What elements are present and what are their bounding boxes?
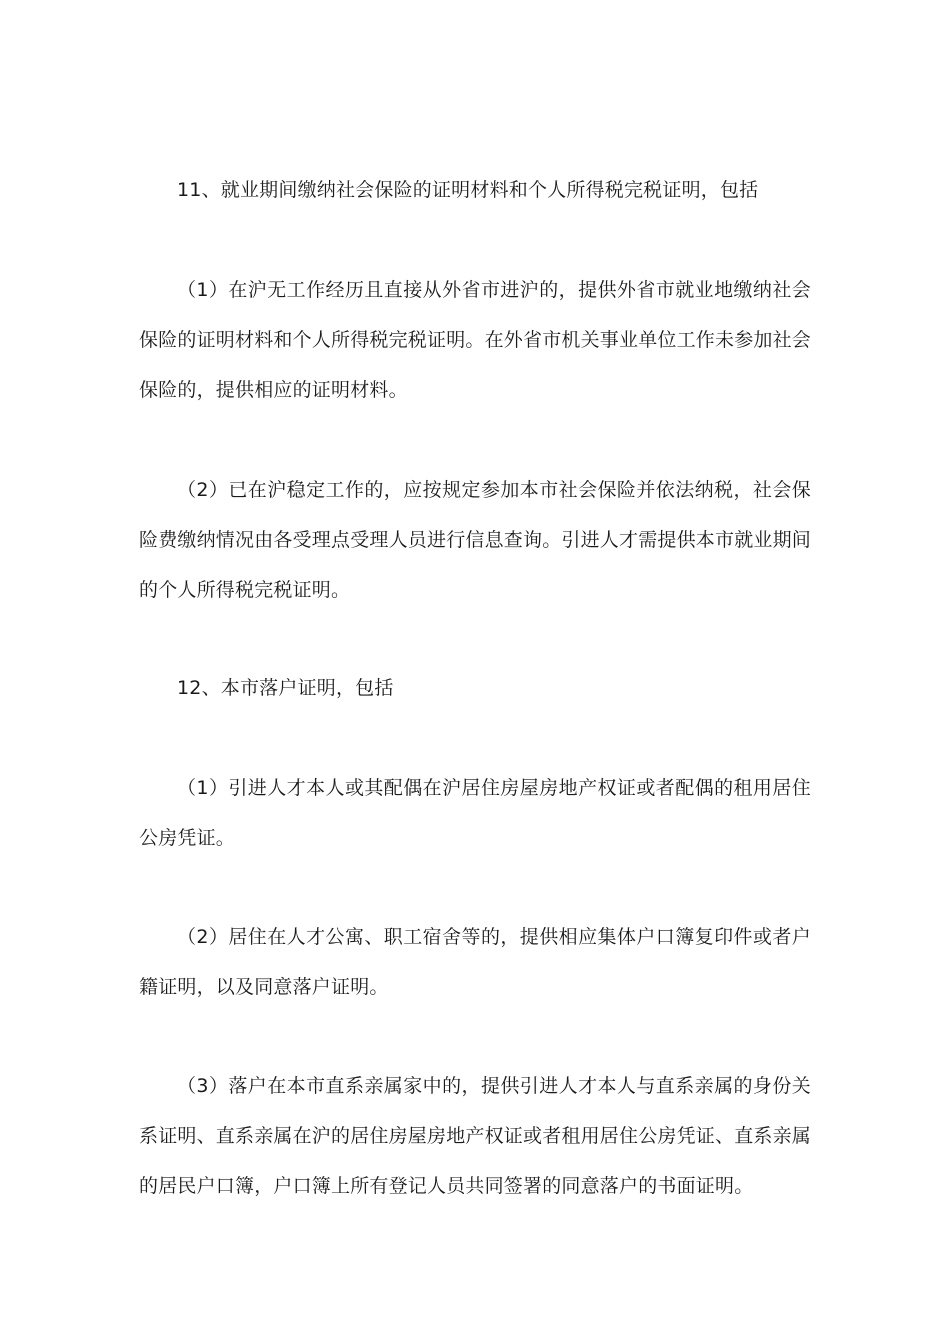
paragraph-item-11-heading: 11、就业期间缴纳社会保险的证明材料和个人所得税完税证明，包括 <box>177 179 759 201</box>
paragraph-item-12-3: （3）落户在本市直系亲属家中的，提供引进人才本人与直系亲属的身份关系证明、直系亲属在沪的居住房屋房地产权证或者租用居住公房凭证、直系亲属的居民户口簿，户口簿上所有登记人员共同签署的同意落户的书面证明。 <box>139 1075 812 1197</box>
paragraph-item-12-1: （1）引进人才本人或其配偶在沪居住房屋房地产权证或者配偶的租用居住公房凭证。 <box>139 777 811 849</box>
paragraph-item-11-2: （2）已在沪稳定工作的，应按规定参加本市社会保险并依法纳税，社会保险费缴纳情况由各受理点受理人员进行信息查询。引进人才需提供本市就业期间的个人所得税完税证明。 <box>139 479 812 601</box>
paragraph-item-12-heading: 12、本市落户证明，包括 <box>177 677 394 699</box>
paragraph-item-11-1: （1）在沪无工作经历且直接从外省市进沪的，提供外省市就业地缴纳社会保险的证明材料和个人所得税完税证明。在外省市机关事业单位工作未参加社会保险的，提供相应的证明材料。 <box>139 279 812 401</box>
paragraph-item-12-2: （2）居住在人才公寓、职工宿舍等的，提供相应集体户口簿复印件或者户籍证明，以及同意落户证明。 <box>139 926 811 998</box>
